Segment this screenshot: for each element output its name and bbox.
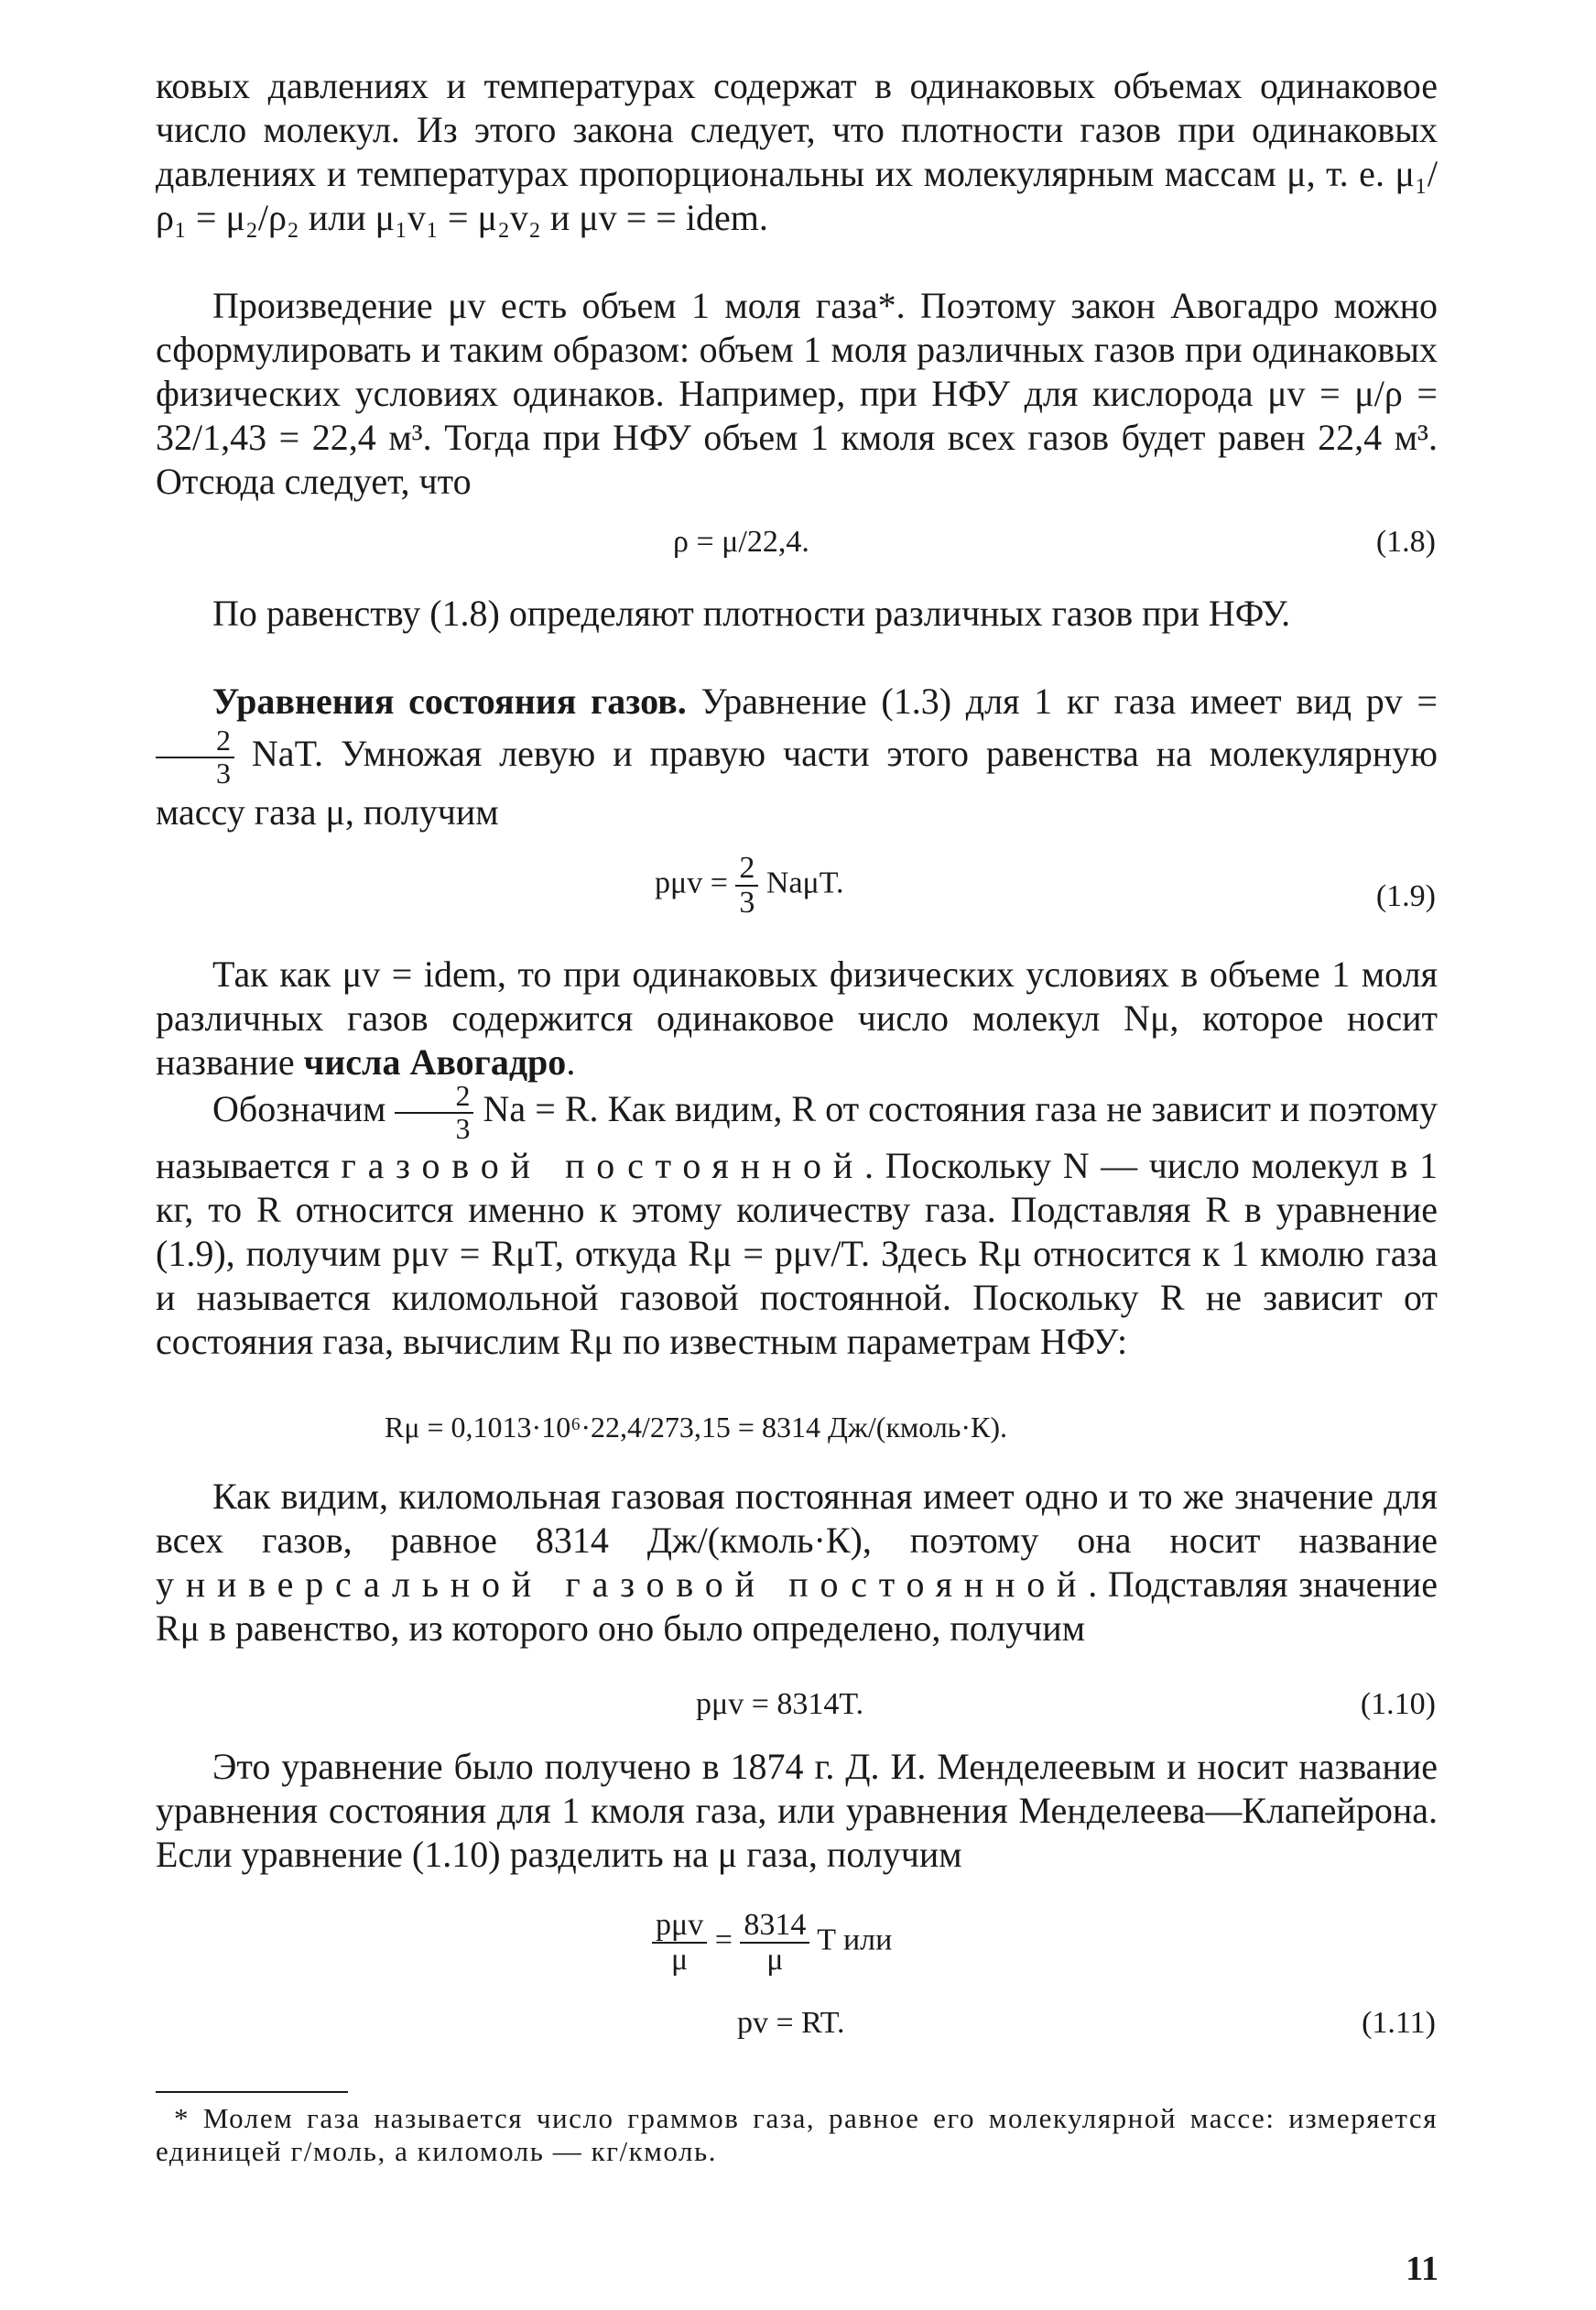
equation-number-1-8: (1.8) bbox=[1375, 525, 1436, 559]
paragraph-avogadro-number: Так как μv = idem, то при одинаковых физических условиях в объеме 1 моля различных газов содержится одинаковое число молекул Nμ, которое носит название числа Авогадро. bbox=[156, 953, 1438, 1083]
equation-1-11-line1: $\frac{\text{pμv}}{\mu}$ = $\frac{8314}{\mu}$ T или bbox=[652, 1909, 892, 1976]
paragraph-continued-avogadro: ковых давлениях и температурах содержат в одинаковых объемах одинаковое число молекул. Из этого закона следует, что плотности газов при одинаковых давлениях и температурах пропорциональны их молекулярным массам μ, т. е. μ₁/ρ₁ = μ₂/ρ₂ или μ₁v₁ = μ₂v₂ и μv = = idem. bbox=[156, 65, 1438, 238]
fraction-pmuv-over-mu: $\frac{\text{pμv}}{\mu}$ bbox=[652, 1909, 707, 1976]
paragraph-gas-constant: Обозначим $\frac{2}{3}$ Na = R. Как видим, R от состояния газа не зависит и поэтому называется газовой постоянной. Поскольку N — число молекул в 1 кг, то R относится именно к этому количеству газа. Подставляя R в уравнение (1.9), получим pμv = RμT, откуда Rμ = pμv/T. Здесь Rμ относится к 1 кмолю газа и называется киломольной газовой постоянной. Поскольку R не зависит от состояния газа, вычислим Rμ по известным параметрам НФУ: bbox=[156, 1079, 1438, 1363]
fraction-two-thirds: $\frac{2}{3}$ bbox=[395, 1081, 473, 1144]
paragraph-equations-of-state: Уравнения состояния газов. Уравнение (1.3) для 1 кг газа имеет вид pv = $\frac{2}{3}$ NaT. Умножая левую и правую части этого равенства на молекулярную массу газа μ, получим bbox=[156, 681, 1439, 834]
equation-r-mu-value: Rμ = 0,1013·10⁶·22,4/273,15 = 8314 Дж/(кмоль·К). bbox=[385, 1411, 1008, 1444]
paragraph-universal-gas-constant: Как видим, киломольная газовая постоянная имеет одно и то же значение для всех газов, равное 8314 Дж/(кмоль·К), поэтому она носит название универсальной газовой постоянной. Подставляя значение Rμ в равенство, из которого оно было определено, получим bbox=[156, 1476, 1438, 1649]
term-avogadro-number: числа Авогадро bbox=[303, 1041, 567, 1083]
equation-1-9: pμv = $\frac{2}{3}$ NaμT. bbox=[655, 851, 844, 920]
term-gas-constant: газовой постоянной bbox=[341, 1145, 865, 1187]
paragraph-mendeleev-clapeyron: Это уравнение было получено в 1874 г. Д. И. Менделеевым и носит название уравнения состояния для 1 кмоля газа, или уравнения Менделеева—Клапейрона. Если уравнение (1.10) разделить на μ газа, получим bbox=[156, 1746, 1438, 1875]
equation-1-11-line2: pv = RT. bbox=[737, 2006, 845, 2040]
fraction-8314-over-mu: $\frac{8314}{\mu}$ bbox=[740, 1909, 809, 1976]
equation-number-1-11: (1.11) bbox=[1362, 2006, 1436, 2040]
equation-number-1-10: (1.10) bbox=[1360, 1687, 1436, 1721]
footnote-divider bbox=[156, 2091, 348, 2093]
footnote: * Молем газа называется число граммов газа, равное его молекулярной массе: измеряется единицей г/моль, а киломоль — кг/кмоль. bbox=[156, 2102, 1438, 2167]
fraction-two-thirds: $\frac{2}{3}$ bbox=[735, 852, 758, 919]
equation-number-1-9: (1.9) bbox=[1375, 879, 1436, 913]
paragraph-mole-volume: Произведение μv есть объем 1 моля газа*. Поэтому закон Авогадро можно сформулировать и таким образом: объем 1 моля различных газов при одинаковых физических условиях одинаков. Например, при НФУ для кислорода μv = μ/ρ = 32/1,43 = 22,4 м³. Тогда при НФУ объем 1 кмоля всех газов будет равен 22,4 м³. Отсюда следует, что bbox=[156, 285, 1438, 502]
section-heading-equations-of-state: Уравнения состояния газов. bbox=[212, 681, 687, 722]
fraction-two-thirds: $\frac{2}{3}$ bbox=[156, 725, 234, 789]
page-number: 11 bbox=[1406, 2250, 1439, 2288]
equation-1-8: ρ = μ/22,4. bbox=[673, 525, 809, 559]
paragraph-densities: По равенству (1.8) определяют плотности различных газов при НФУ. bbox=[212, 593, 1291, 634]
equation-1-10: pμv = 8314T. bbox=[696, 1687, 864, 1721]
term-universal-gas-constant: универсальной газовой постоянной bbox=[156, 1564, 1089, 1605]
